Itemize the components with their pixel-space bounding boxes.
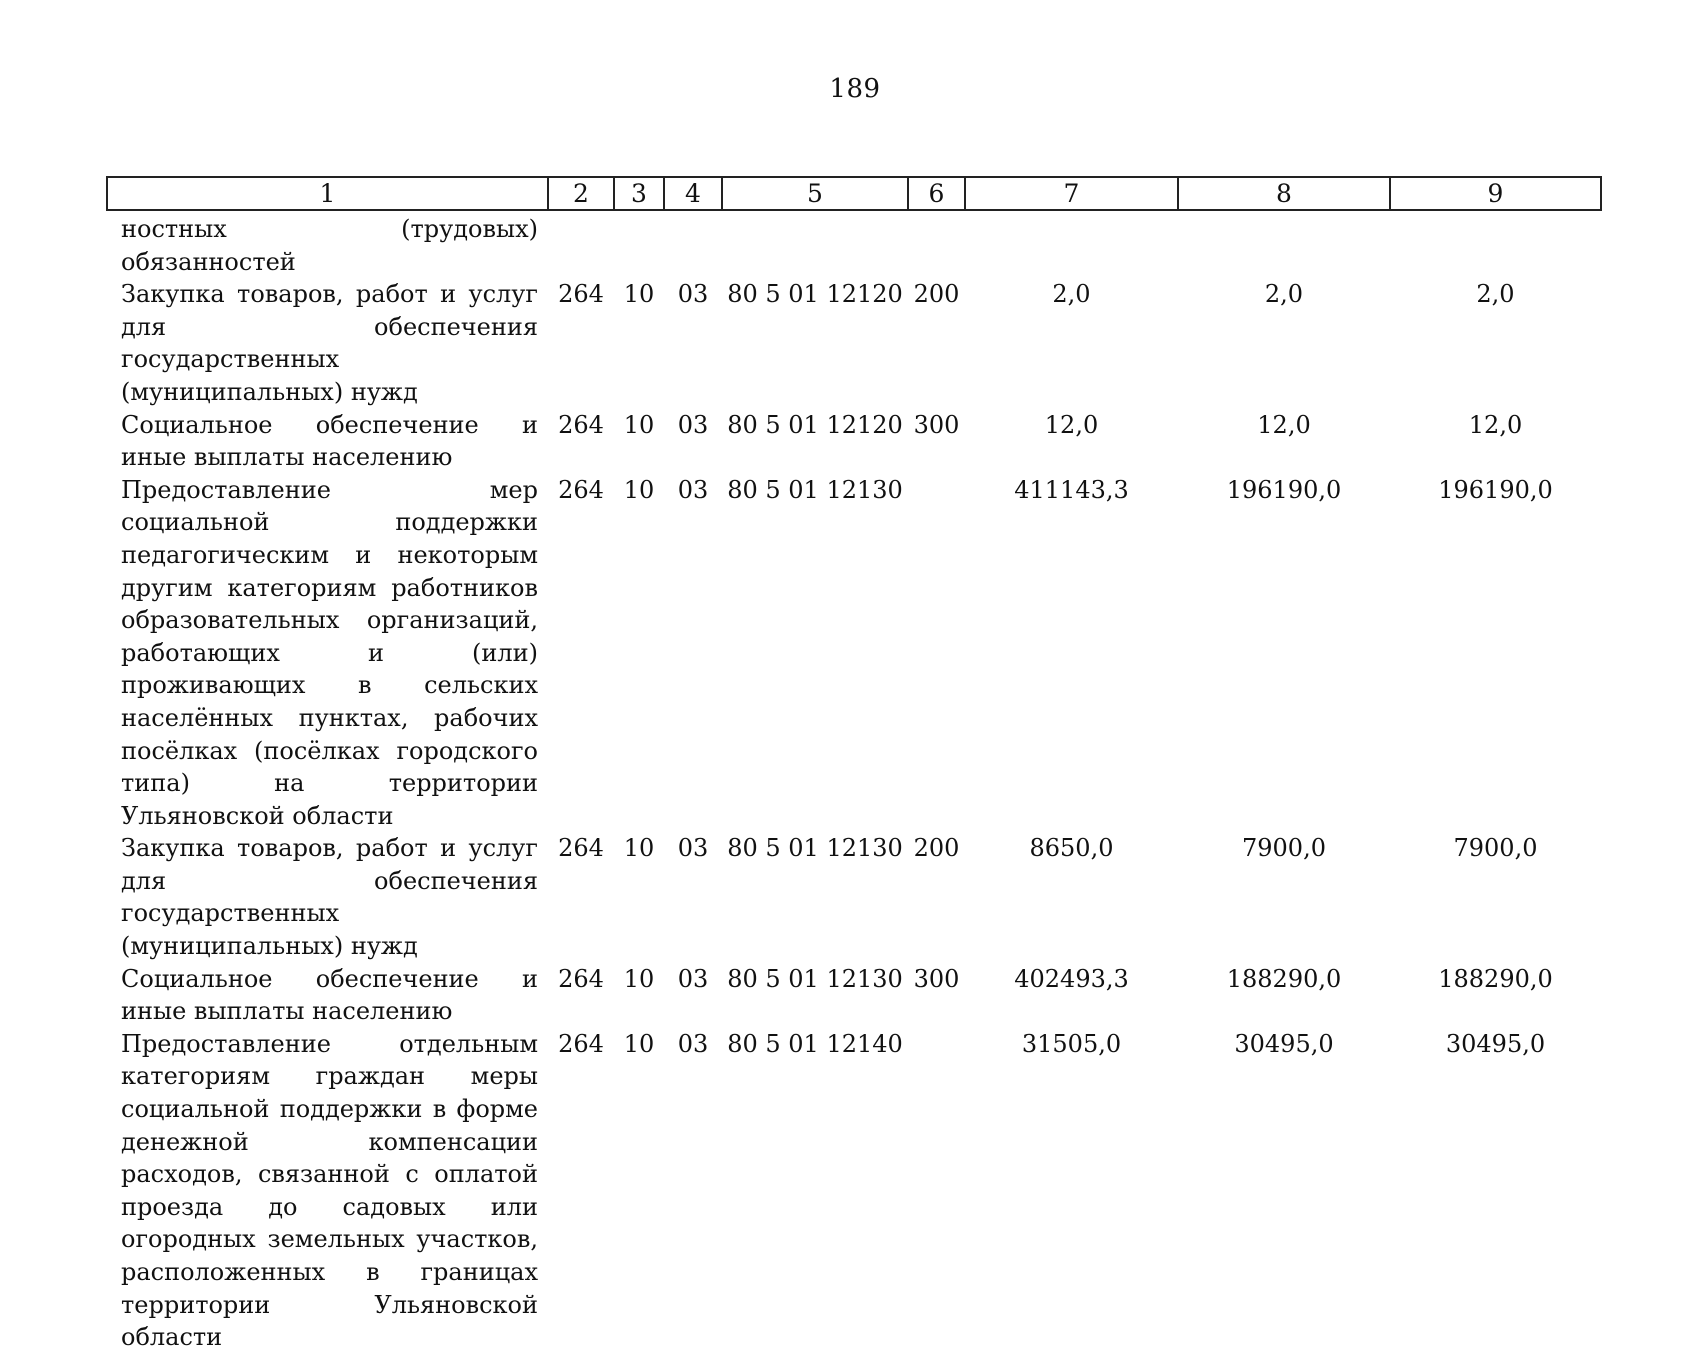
- row-col-2: 264: [558, 410, 604, 439]
- row-col-7: 411143,3: [1014, 475, 1129, 504]
- row-col-8: 2,0: [1264, 280, 1304, 309]
- row-col-5: 80 5 01 12120: [727, 410, 903, 439]
- header-col-4: 4: [664, 177, 722, 210]
- header-col-1: 1: [107, 177, 548, 210]
- row-col-8: 188290,0: [1226, 964, 1342, 993]
- row-col-6: [908, 210, 965, 278]
- row-col-6: [908, 474, 965, 833]
- table-body: [107, 210, 1601, 1354]
- table-row: [107, 474, 1601, 833]
- row-col-6: 300: [913, 964, 960, 993]
- header-col-9: 9: [1390, 177, 1601, 210]
- row-description: Социальное обеспечение и иные выплаты населению: [121, 410, 538, 472]
- row-col-4: 03: [677, 280, 709, 309]
- row-col-9: 30495,0: [1445, 1029, 1546, 1058]
- row-col-7: 402493,3: [1014, 964, 1129, 993]
- row-col-9: 188290,0: [1438, 964, 1553, 993]
- table-row: [107, 963, 1601, 1028]
- row-col-3: 10: [623, 834, 655, 863]
- row-col-3: 10: [623, 964, 655, 993]
- row-description: Закупка товаров, работ и услуг для обеспечения государственных (муниципальных) нужд: [121, 280, 538, 406]
- row-col-6: [908, 1028, 965, 1354]
- row-col-9: 2,0: [1476, 280, 1515, 309]
- row-description: Предоставление отдельным категориям граждан меры социальной поддержки в форме денежной компенсации расходов, связанной с оплатой проезда до садовых или огородных земельных участков, расположенных в границах территории Ульяновской области: [121, 1029, 538, 1352]
- row-col-5: 80 5 01 12130: [727, 834, 903, 863]
- row-col-5: 80 5 01 12140: [727, 1029, 903, 1058]
- header-col-5: 5: [722, 177, 908, 210]
- row-col-4: 03: [677, 410, 709, 439]
- table-header: [107, 177, 1601, 210]
- row-col-3: [614, 210, 664, 278]
- row-col-8: [1178, 210, 1390, 278]
- row-col-4: 03: [677, 834, 709, 863]
- row-col-2: 264: [558, 964, 604, 993]
- row-col-7: 12,0: [1044, 410, 1099, 439]
- row-col-3: 10: [623, 280, 655, 309]
- row-col-6: 200: [913, 280, 960, 309]
- table-row: [107, 1028, 1601, 1354]
- row-col-9: 196190,0: [1438, 475, 1553, 504]
- header-col-7: 7: [965, 177, 1178, 210]
- table-row: [107, 278, 1601, 408]
- row-col-8: 30495,0: [1234, 1029, 1334, 1058]
- header-col-2: 2: [548, 177, 614, 210]
- row-col-5: 80 5 01 12120: [727, 280, 903, 309]
- row-col-4: 03: [677, 964, 709, 993]
- header-col-8: 8: [1178, 177, 1390, 210]
- row-col-9: 7900,0: [1453, 834, 1538, 863]
- row-col-2: 264: [558, 280, 604, 309]
- row-col-3: 10: [623, 475, 655, 504]
- row-description: Закупка товаров, работ и услуг для обеспечения государственных (муниципальных) нужд: [121, 834, 538, 961]
- row-col-8: 196190,0: [1226, 475, 1342, 504]
- row-col-9: 12,0: [1468, 410, 1523, 439]
- header-col-3: 3: [614, 177, 664, 210]
- row-col-2: 264: [558, 834, 604, 863]
- row-description: Социальное обеспечение и иные выплаты населению: [121, 964, 538, 1026]
- row-col-7: [965, 210, 1178, 278]
- row-description: Предоставление мер социальной поддержки педагогическим и некоторым другим категориям работников образовательных организаций, работающих и (или) проживающих в сельских населённых пунктах, рабочих посёлках (посёлках городского типа) на территории Ульяновской области: [121, 475, 538, 830]
- table-row: [107, 210, 1601, 278]
- header-row: [107, 177, 1601, 210]
- page-number: 189: [829, 74, 881, 104]
- row-col-8: 12,0: [1257, 410, 1311, 439]
- row-col-3: 10: [623, 1029, 655, 1058]
- header-col-6: 6: [908, 177, 965, 210]
- row-col-7: 2,0: [1052, 280, 1091, 309]
- row-col-8: 7900,0: [1242, 834, 1326, 863]
- row-col-3: 10: [623, 410, 655, 439]
- row-description: ностных (трудовых) обязанностей: [121, 215, 538, 276]
- table-row: [107, 409, 1601, 474]
- row-col-9: [1390, 210, 1601, 278]
- row-col-4: 03: [677, 1029, 709, 1058]
- row-col-5: [722, 210, 908, 278]
- row-col-7: 8650,0: [1029, 834, 1114, 863]
- row-col-2: 264: [558, 475, 604, 504]
- row-col-2: [548, 210, 614, 278]
- row-col-6: 300: [913, 410, 960, 439]
- table-row: [107, 832, 1601, 962]
- row-col-5: 80 5 01 12130: [727, 964, 903, 993]
- budget-table: [106, 176, 1602, 1354]
- row-col-7: 31505,0: [1021, 1029, 1122, 1058]
- row-col-2: 264: [558, 1029, 604, 1058]
- row-col-4: 03: [677, 475, 709, 504]
- row-col-6: 200: [913, 834, 960, 863]
- row-col-4: [664, 210, 722, 278]
- row-col-5: 80 5 01 12130: [727, 475, 903, 504]
